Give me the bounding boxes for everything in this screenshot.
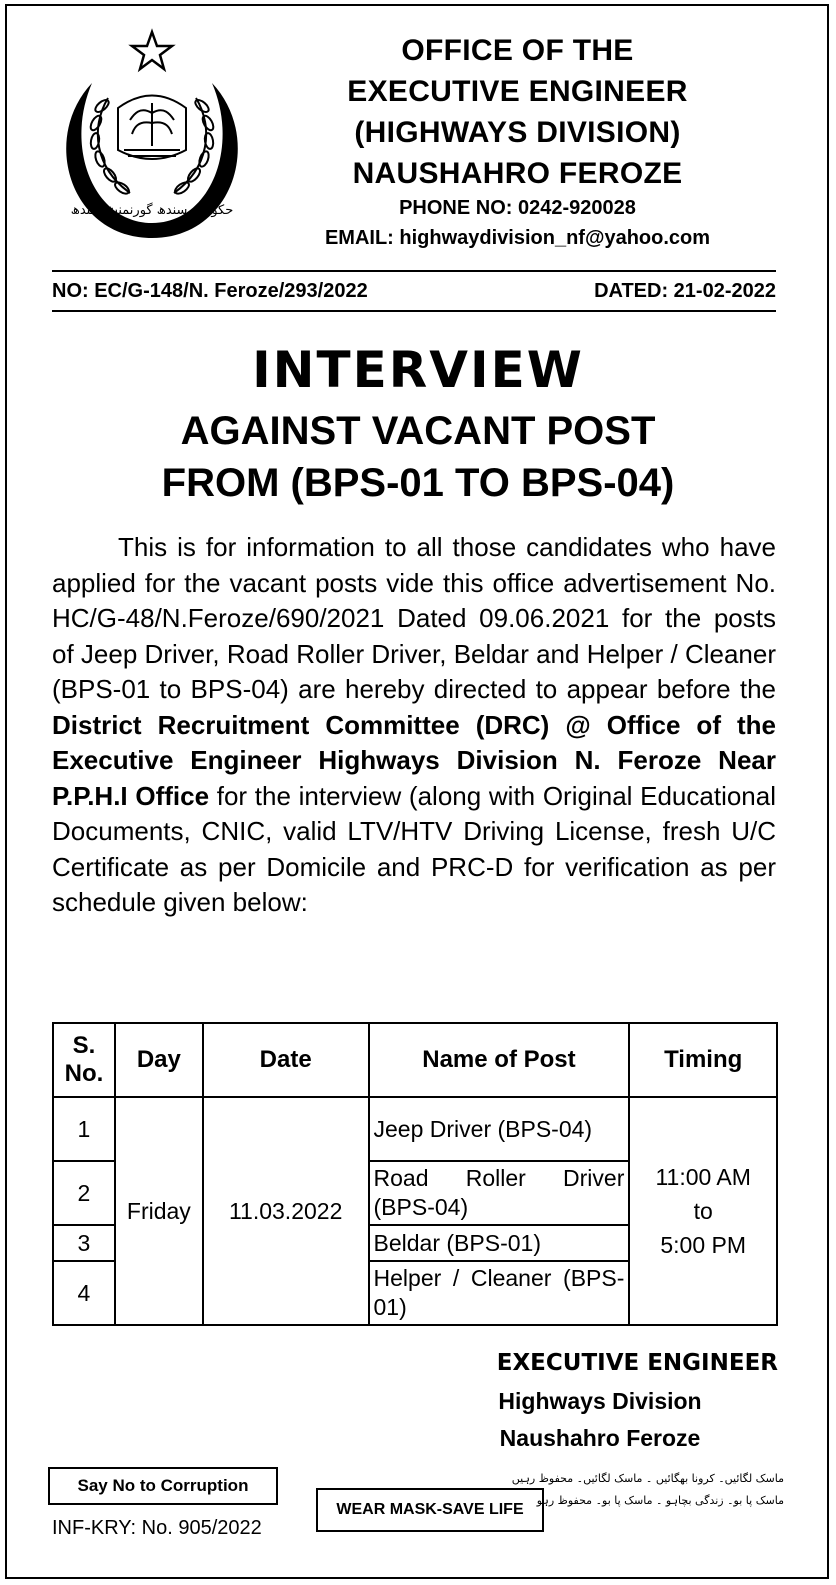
table-row — [53, 1097, 777, 1161]
signature-title: EXECUTIVE ENGINEER — [496, 1350, 778, 1376]
header-sno: S. No. — [53, 1023, 115, 1097]
urdu-line-2: ماسک پا بو۔ زندگی بچاہو ۔ ماسک پا بو۔ محفوظ رہو — [536, 1494, 784, 1507]
email-address: EMAIL: highwaydivision_nf@yahoo.com — [324, 227, 711, 249]
row-post: Road Roller Driver (BPS-04) — [369, 1161, 630, 1225]
inf-number: INF-KRY: No. 905/2022 — [52, 1517, 262, 1539]
body-text-part1: This is for information to all those candidates who have applied for the vacant posts vide this office advertisement No. HC/G-48/N.Feroze/690/2021 Dated 09.06.2021 for the posts of Jeep Driver, Road Roller Driver, Beldar and Helper / Cleaner (BPS-01 to BPS-04) are hereby directed to appear before the — [52, 532, 777, 704]
row-sno: 3 — [53, 1225, 115, 1261]
emblem-caption: حکومت سندھ گورنمنٹ سندھ — [70, 203, 234, 218]
phone-number: PHONE NO: 0242-920028 — [399, 197, 636, 219]
body-text-bold: District Recruitment Committee (DRC) @ Office of the Executive Engineer Highways Division N. Feroze Near P.P.H.I Office — [52, 709, 776, 811]
office-line-2: EXECUTIVE ENGINEER — [347, 75, 688, 108]
header-post: Name of Post — [369, 1023, 630, 1097]
row-post: Helper / Cleaner (BPS-01) — [369, 1261, 630, 1325]
office-line-4: NAUSHAHRO FEROZE — [352, 157, 683, 190]
government-of-sindh-emblem-icon — [50, 28, 250, 243]
wear-mask-box: WEAR MASK-SAVE LIFE — [316, 1488, 544, 1532]
timing-cell — [629, 1097, 777, 1325]
reference-number: NO: EC/G-148/N. Feroze/293/2022 — [52, 279, 368, 302]
notice-body — [52, 530, 776, 921]
office-heading — [260, 30, 775, 194]
row-sno: 1 — [53, 1097, 115, 1161]
body-paragraph — [52, 530, 776, 921]
subtitle-line-2: FROM (BPS-01 TO BPS-04) — [161, 461, 675, 505]
timing-to: to — [693, 1198, 713, 1224]
header-day: Day — [115, 1023, 203, 1097]
row-sno: 4 — [53, 1261, 115, 1325]
row-sno: 2 — [53, 1161, 115, 1225]
say-no-to-corruption-box: Say No to Corruption — [48, 1467, 278, 1505]
signature-location: Naushahro Feroze — [499, 1425, 701, 1451]
subtitle-line-1: AGAINST VACANT POST — [180, 409, 656, 453]
office-line-3: (HIGHWAYS DIVISION) — [354, 116, 681, 149]
timing-end: 5:00 PM — [660, 1232, 747, 1258]
table-header-row — [53, 1023, 777, 1097]
urdu-line-1: ماسک لگائیں۔ کرونا بھگائیں ۔ ماسک لگائیں۔ محفوظ رہیں — [511, 1472, 784, 1485]
header-date: Date — [203, 1023, 369, 1097]
signature-division: Highways Division — [498, 1388, 702, 1414]
row-post: Jeep Driver (BPS-04) — [369, 1097, 630, 1161]
contact-info — [260, 193, 775, 253]
row-post: Beldar (BPS-01) — [369, 1225, 630, 1261]
date-cell: 11.03.2022 — [203, 1097, 369, 1325]
body-text-part2: for the interview (along with Original Educational Documents, CNIC, valid LTV/HTV Driving License, fresh U/C Certificate as per Domicile and PRC-D for verification as per schedule given below: — [52, 780, 777, 917]
reference-line — [52, 270, 776, 312]
timing-start: 11:00 AM — [655, 1164, 751, 1190]
notice-subtitle — [0, 405, 836, 509]
interview-schedule-table — [52, 1022, 778, 1326]
day-cell: Friday — [115, 1097, 203, 1325]
office-line-1: OFFICE OF THE — [401, 34, 634, 67]
header-timing: Timing — [629, 1023, 777, 1097]
notice-title: INTERVIEW — [252, 341, 584, 399]
urdu-mask-message — [511, 1468, 784, 1528]
reference-date: DATED: 21-02-2022 — [594, 279, 776, 302]
